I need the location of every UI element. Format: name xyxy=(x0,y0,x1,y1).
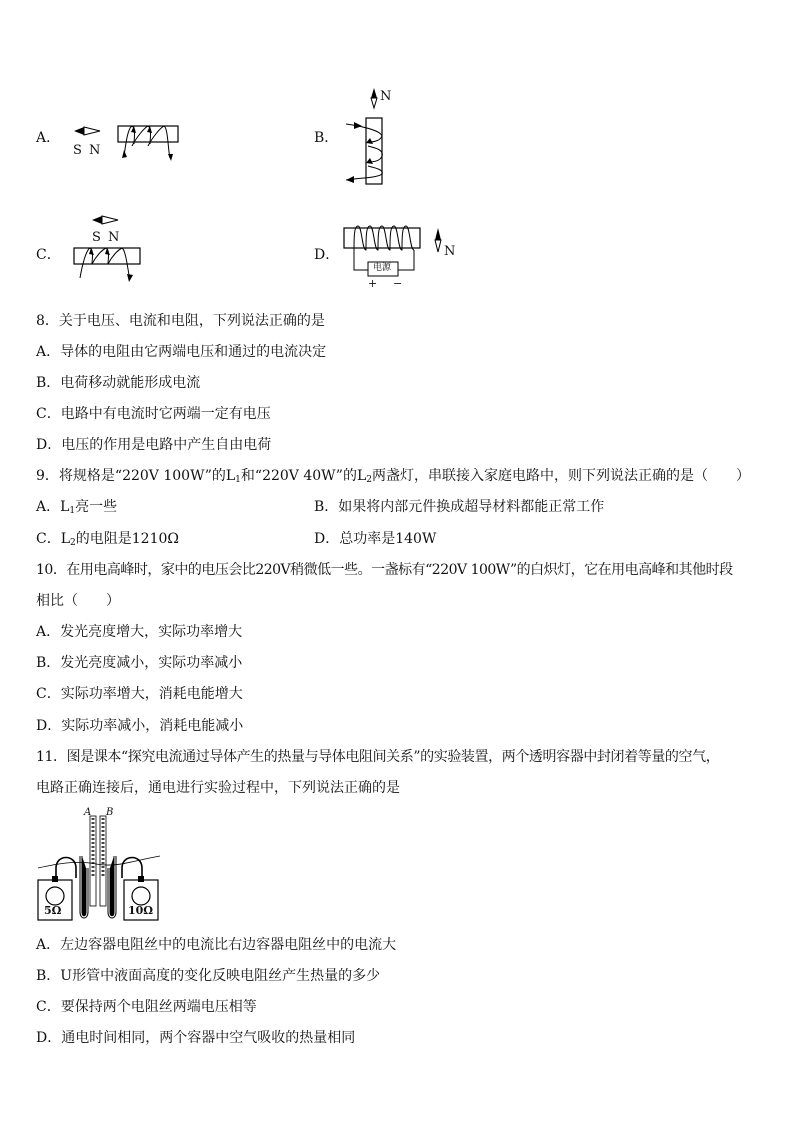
figure-b-solenoid xyxy=(340,86,410,190)
pole-n-label-d: N xyxy=(444,244,456,259)
minus-label: − xyxy=(393,277,403,290)
question-9-option-b: B．如果将内部元件换成超导材料都能正常工作 xyxy=(314,499,605,515)
option-d-label: D． xyxy=(314,247,340,263)
question-9-stem: 9．将规格是“220V 100W”的$L_1$和“220V 40W”的$L_2$两盏灯，串联接入家庭电路中，则下列说法正确的是（ ） xyxy=(36,468,750,485)
option-b-label: B． xyxy=(314,130,339,146)
question-10-stem-line-1: 10．在用电高峰时，家中的电压会比220V稍微低一些。一盏标有“220V 100W”的白炽灯，它在用电高峰和其他时段 xyxy=(36,562,733,578)
question-10-option-d: D．实际功率减小，消耗电能减小 xyxy=(36,718,244,734)
pole-s-label-c: S xyxy=(92,230,101,245)
question-8-option-c: C．电路中有电流时它两端一定有电压 xyxy=(36,406,271,422)
option-a-label: A． xyxy=(36,130,61,146)
tube-a-label: A xyxy=(84,807,92,818)
question-9-option-a: A．$L_1$亮一些 xyxy=(36,499,118,516)
question-9-option-c: C．$L_2$的电阻是1210Ω xyxy=(36,531,179,548)
question-11-option-a: A．左边容器电阻丝中的电流比右边容器电阻丝中的电流大 xyxy=(36,937,397,953)
figure-a-solenoid xyxy=(70,120,190,170)
question-8-stem: 8．关于电压、电流和电阻，下列说法正确的是 xyxy=(36,313,325,329)
power-source-label: 电源 xyxy=(373,263,392,273)
question-11-option-b: B．U形管中液面高度的变化反映电阻丝产生热量的多少 xyxy=(36,968,381,984)
question-8-option-d: D．电压的作用是电路中产生自由电荷 xyxy=(36,437,272,453)
pole-n-label: N xyxy=(89,143,101,158)
plus-label: + xyxy=(368,277,378,290)
question-10-stem-line-2: 相比（ ） xyxy=(36,593,120,609)
figure-c-solenoid xyxy=(72,216,152,286)
question-10-option-a: A．发光亮度增大，实际功率增大 xyxy=(36,624,243,640)
option-c-label: C． xyxy=(36,247,61,263)
question-11-stem-line-2: 电路正确连接后，通电进行实验过程中，下列说法正确的是 xyxy=(36,780,400,796)
question-8-option-b: B．电荷移动就能形成电流 xyxy=(36,375,201,391)
pole-n-label-c: N xyxy=(108,230,120,245)
pole-s-label: S xyxy=(73,143,82,158)
question-10-option-b: B．发光亮度减小，实际功率减小 xyxy=(36,655,243,671)
resistor-10-ohm-label: 10Ω xyxy=(128,904,154,917)
resistor-5-ohm-label: 5Ω xyxy=(44,904,62,917)
question-8-option-a: A．导体的电阻由它两端电压和通过的电流决定 xyxy=(36,344,327,360)
question-9-option-d: D．总功率是140W xyxy=(314,531,437,547)
tube-b-label: B xyxy=(106,807,114,818)
question-11-option-d: D．通电时间相同，两个容器中空气吸收的热量相同 xyxy=(36,1030,356,1046)
pole-n-label-b: N xyxy=(380,89,392,104)
question-11-stem-line-1: 11．图是课本“探究电流通过导体产生的热量与导体电阻间关系”的实验装置，两个透明容器中封闭着等量的空气， xyxy=(36,749,720,765)
question-10-option-c: C．实际功率增大，消耗电能增大 xyxy=(36,686,243,702)
question-11-option-c: C．要保持两个电阻丝两端电压相等 xyxy=(36,999,257,1015)
